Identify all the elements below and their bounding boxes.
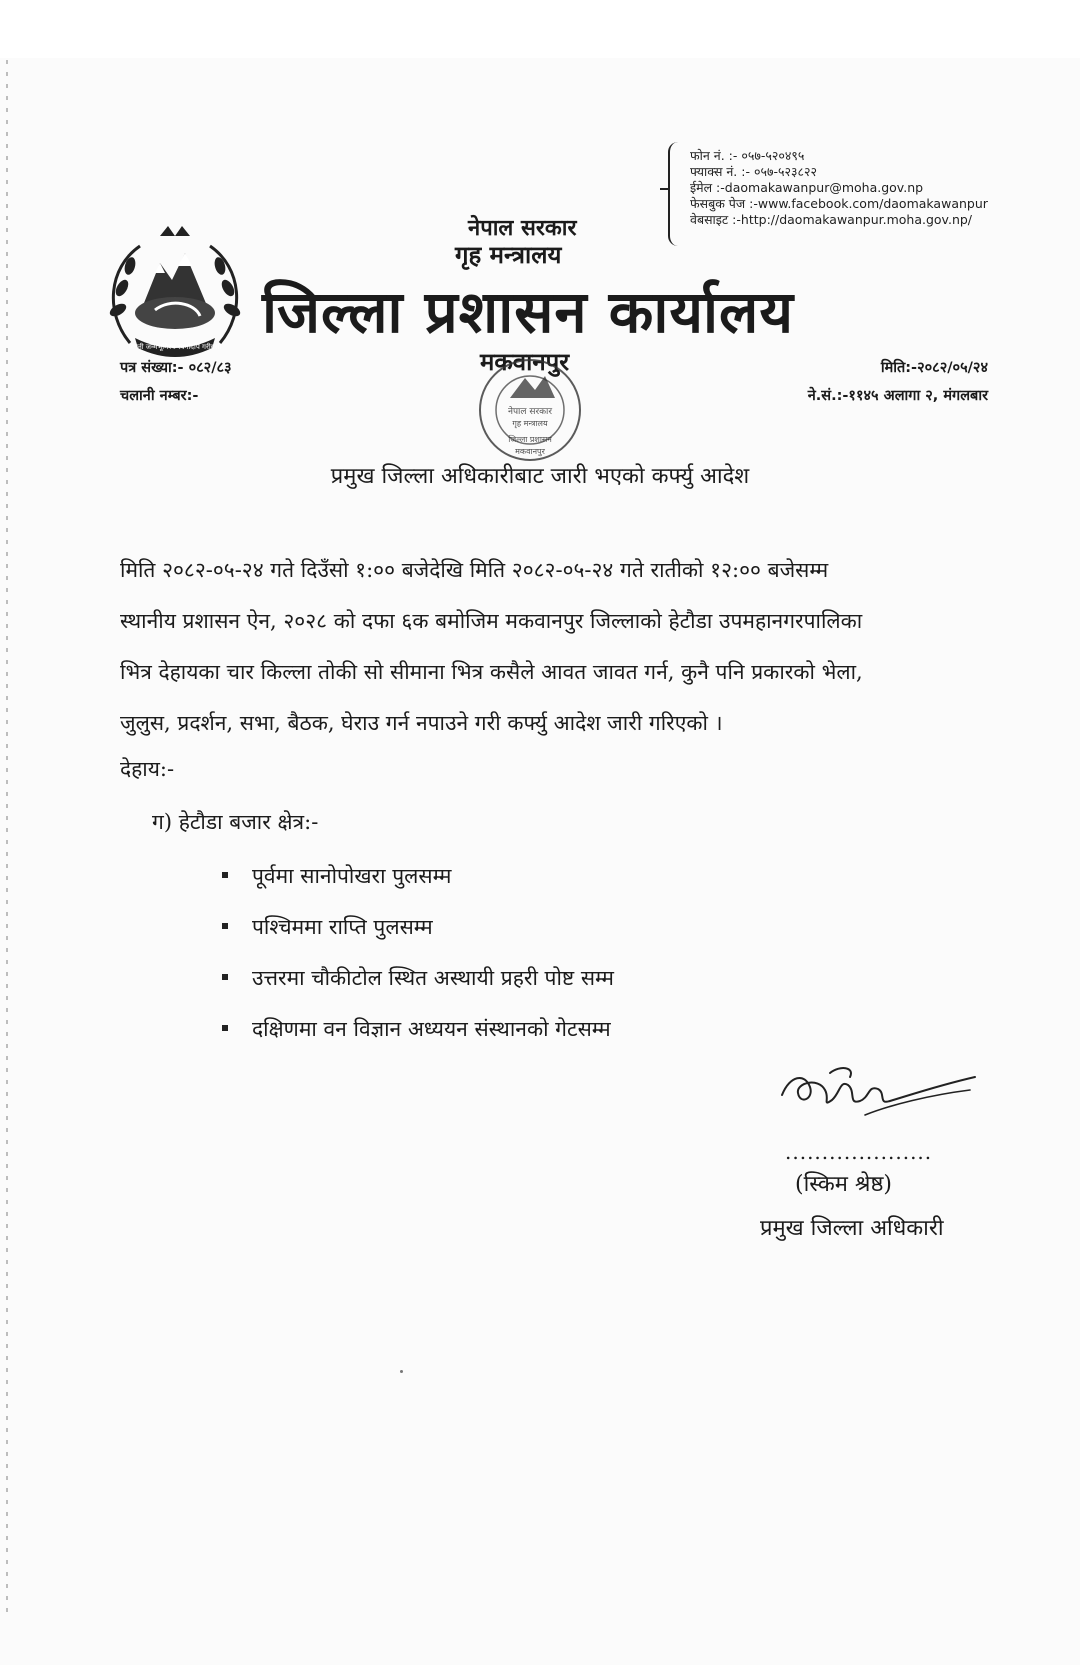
body-line: मिति २०८२-०५-२४ गते दिउँसो १:०० बजेदेखि मिति २०८२-०५-२४ गते रातीको १२:०० बजेसम्म — [120, 558, 829, 582]
svg-text:जननी जन्मभूमिश्च स्वर्गादपि गर: जननी जन्मभूमिश्च स्वर्गादपि गरीयसी — [128, 343, 222, 351]
signatory-title: प्रमुख जिल्ला अधिकारी — [760, 1216, 944, 1241]
svg-text:जिल्ला प्रशासन: जिल्ला प्रशासन — [508, 435, 552, 444]
signature-dots: .................... — [785, 1140, 933, 1164]
contact-website: वेबसाइट :-http://daomakawanpur.moha.gov.np/ — [690, 212, 973, 227]
dispatch-number: चलानी नम्बर:- — [120, 388, 199, 404]
contact-facebook: फेसबुक पेज :-www.facebook.com/daomakawanpur — [690, 196, 988, 211]
government-name: नेपाल सरकार — [468, 215, 577, 241]
order-body — [120, 545, 990, 749]
ministry-name: गृह मन्त्रालय — [455, 240, 562, 269]
boundary-west: पश्चिममा राप्ति पुलसम्म — [222, 913, 614, 964]
svg-text:नेपाल सरकार: नेपाल सरकार — [507, 407, 553, 417]
letter-number: पत्र संख्या:- ०८२/८३ — [120, 360, 232, 376]
contact-block — [690, 148, 988, 228]
office-title: जिल्ला प्रशासन कार्यालय — [262, 278, 795, 346]
letter-date: मिति:-२०८२/०५/२४ — [880, 360, 988, 376]
scan-speck — [400, 1370, 403, 1373]
nepal-emblem-icon — [100, 218, 250, 368]
body-line: स्थानीय प्रशासन ऐन, २०२८ को दफा ६क बमोजिम मकवानपुर जिल्लाको हेटौडा उपमहानगरपालिका — [120, 609, 863, 633]
body-line: भित्र देहायका चार किल्ला तोकी सो सीमाना भित्र कसैले आवत जावत गर्न, कुनै पनि प्रकारको भेला, — [120, 660, 863, 684]
scan-edge-mark — [6, 60, 8, 1620]
boundary-east: पूर्वमा सानोपोखरा पुलसम्म — [222, 862, 614, 913]
office-seal-icon — [470, 350, 590, 470]
contact-email: ईमेल :-daomakawanpur@moha.gov.np — [690, 180, 924, 195]
signatory-name: (स्किम श्रेष्ठ) — [795, 1172, 893, 1197]
boundary-north: उत्तरमा चौकीटोल स्थित अस्थायी प्रहरी पोष्ट सम्म — [222, 964, 614, 1015]
boundary-south: दक्षिणमा वन विज्ञान अध्ययन संस्थानको गेटसम्म — [222, 1015, 614, 1066]
area-title: ग) हेटौडा बजार क्षेत्र:- — [152, 810, 319, 834]
boundary-list — [222, 862, 614, 1066]
contact-brace — [668, 142, 684, 246]
handwritten-signature — [770, 1055, 985, 1140]
nepal-sambat-date: ने.सं.:-११४५ अलागा २, मंगलबार — [807, 388, 988, 404]
district-name: मकवानपुर — [480, 347, 570, 376]
contact-fax: फ्याक्स नं. :- ०५७-५२३८२२ — [690, 164, 817, 179]
svg-text:गृह मन्त्रालय: गृह मन्त्रालय — [512, 419, 548, 428]
svg-text:मकवानपुर: मकवानपुर — [515, 447, 545, 456]
body-line: जुलुस, प्रदर्शन, सभा, बैठक, घेराउ गर्न नपाउने गरी कर्फ्यु आदेश जारी गरिएको । — [120, 711, 723, 735]
dehay-label: देहाय:- — [120, 757, 175, 781]
order-subject: प्रमुख जिल्ला अधिकारीबाट जारी भएको कर्फ्यु आदेश — [330, 464, 750, 489]
contact-phone: फोन नं. :- ०५७-५२०४९५ — [690, 148, 805, 163]
